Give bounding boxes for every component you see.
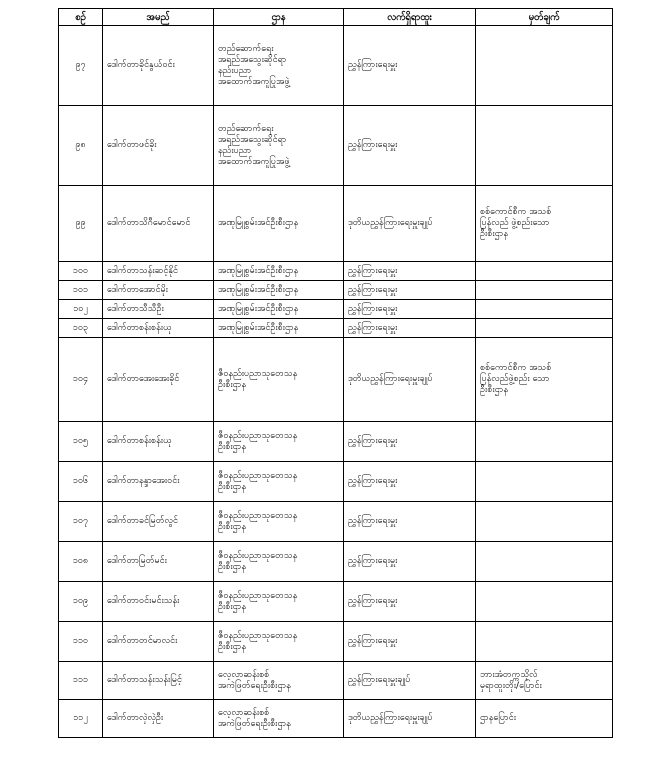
table-row bbox=[59, 542, 613, 582]
cell-name: ဒေါက်တာသီသီဦး bbox=[103, 300, 214, 319]
table-row bbox=[59, 281, 613, 300]
cell-department: ဇီဝနည်းပညာသုတေသန ဦးစီးဌာန bbox=[214, 422, 344, 462]
cell-no: ၁၁၀ bbox=[59, 622, 103, 662]
cell-remark bbox=[476, 622, 613, 662]
cell-remark: ဌာနပြောင်း bbox=[476, 700, 613, 738]
cell-remark bbox=[476, 502, 613, 542]
cell-name: ဒေါက်တာသန်းသန်းမြင့် bbox=[103, 662, 214, 700]
cell-name: ဒေါက်တာနန္ဒာအေးဝင်း bbox=[103, 462, 214, 502]
cell-department: ဇီဝနည်းပညာသုတေသန ဦးစီးဌာန bbox=[214, 502, 344, 542]
cell-name: ဒေါက်တာတင်မာလင်း bbox=[103, 622, 214, 662]
table-row bbox=[59, 262, 613, 281]
cell-department: တည်ဆောက်ရေး အရည်အသွေးဆိုင်ရာ နည်းပညာ အထောက်အကူပြုအဖွဲ့ bbox=[214, 26, 344, 106]
cell-position: ညွှန်ကြားရေးမှူး bbox=[344, 582, 476, 622]
cell-position: ညွှန်ကြားရေးမှူးချုပ် bbox=[344, 662, 476, 700]
cell-no: ၉၈ bbox=[59, 106, 103, 186]
header-position: လက်ရှိရာထူး bbox=[344, 9, 476, 26]
cell-department: အဏုမြူစွမ်းအင်ဦးစီးဌာန bbox=[214, 319, 344, 338]
header-department: ဌာန bbox=[214, 9, 344, 26]
cell-name: ဒေါက်တာအောင်မိုး bbox=[103, 281, 214, 300]
cell-remark: စစ်ကောင်စီက အသစ် ပြန်လည်ဖွဲ့စည်း သော ဦးစီးဌာန bbox=[476, 338, 613, 422]
cell-name: ဒေါက်တာဝင်းမင်းသန်း bbox=[103, 582, 214, 622]
cell-no: ၁၀၄ bbox=[59, 338, 103, 422]
header-name: အမည် bbox=[103, 9, 214, 26]
cell-remark bbox=[476, 319, 613, 338]
cell-name: ဒေါက်တာမြတ်မင်း bbox=[103, 542, 214, 582]
cell-remark bbox=[476, 542, 613, 582]
cell-name: ဒေါက်တာသန်းဆင့်နိုင် bbox=[103, 262, 214, 281]
cell-no: ၉၇ bbox=[59, 26, 103, 106]
cell-remark bbox=[476, 262, 613, 281]
cell-name: ဒေါက်တာခင်မြတ်လွင် bbox=[103, 502, 214, 542]
cell-position: ဒုတိယညွှန်ကြားရေးမှူးချုပ် bbox=[344, 700, 476, 738]
cell-position: ဒုတိယညွှန်ကြားရေးမှူးချုပ် bbox=[344, 186, 476, 262]
cell-remark bbox=[476, 106, 613, 186]
header-row bbox=[59, 9, 613, 26]
cell-name: ဒေါက်တာအေးအေးခိုင် bbox=[103, 338, 214, 422]
cell-department: ဇီဝနည်းပညာသုတေသန ဦးစီးဌာန bbox=[214, 462, 344, 502]
cell-remark bbox=[476, 26, 613, 106]
cell-position: ညွှန်ကြားရေးမှူး bbox=[344, 26, 476, 106]
cell-position: ညွှန်ကြားရေးမှူး bbox=[344, 542, 476, 582]
cell-position: ညွှန်ကြားရေးမှူး bbox=[344, 106, 476, 186]
cell-position: ညွှန်ကြားရေးမှူး bbox=[344, 462, 476, 502]
cell-position: ညွှန်ကြားရေးမှူး bbox=[344, 300, 476, 319]
table-row bbox=[59, 300, 613, 319]
cell-no: ၉၉ bbox=[59, 186, 103, 262]
cell-remark bbox=[476, 462, 613, 502]
cell-department: အဏုမြူစွမ်းအင်ဦးစီးဌာန bbox=[214, 262, 344, 281]
staff-table bbox=[58, 8, 613, 738]
cell-department: လေ့လာဆန်းစစ် အကဲဖြတ်ရေးဦးစီးဌာန bbox=[214, 662, 344, 700]
cell-name: ဒေါက်တာလှဲလှဲဦး bbox=[103, 700, 214, 738]
table-row bbox=[59, 186, 613, 262]
cell-no: ၁၀၇ bbox=[59, 502, 103, 542]
cell-name: ဒေါက်တာစန်းစန်းယု bbox=[103, 319, 214, 338]
table-row bbox=[59, 319, 613, 338]
cell-department: အဏုမြူစွမ်းအင်ဦးစီးဌာန bbox=[214, 300, 344, 319]
table-row bbox=[59, 422, 613, 462]
cell-remark bbox=[476, 281, 613, 300]
table-row bbox=[59, 700, 613, 738]
cell-remark bbox=[476, 300, 613, 319]
header-no: စဉ် bbox=[59, 9, 103, 26]
cell-department: အဏုမြူစွမ်းအင်ဦးစီးဌာန bbox=[214, 281, 344, 300]
cell-position: ညွှန်ကြားရေးမှူး bbox=[344, 422, 476, 462]
cell-department: ဇီဝနည်းပညာသုတေသန ဦးစီးဌာန bbox=[214, 582, 344, 622]
table-row bbox=[59, 622, 613, 662]
cell-name: ဒေါက်တာသိဂီမောင်မောင် bbox=[103, 186, 214, 262]
cell-no: ၁၀၀ bbox=[59, 262, 103, 281]
cell-no: ၁၀၁ bbox=[59, 281, 103, 300]
cell-name: ဒေါက်တာစန်းစန်းယု bbox=[103, 422, 214, 462]
header-remark: မှတ်ချက် bbox=[476, 9, 613, 26]
table-row bbox=[59, 582, 613, 622]
cell-remark: ဘားအံတက္ကသိုလ် မှရာထူးတိုး/ပြောင်း bbox=[476, 662, 613, 700]
table-row bbox=[59, 502, 613, 542]
cell-no: ၁၀၂ bbox=[59, 300, 103, 319]
cell-position: ညွှန်ကြားရေးမှူး bbox=[344, 281, 476, 300]
cell-position: ညွှန်ကြားရေးမှူး bbox=[344, 262, 476, 281]
cell-department: ဇီဝနည်းပညာသုတေသန ဦးစီးဌာန bbox=[214, 338, 344, 422]
cell-remark bbox=[476, 582, 613, 622]
cell-department: တည်ဆောက်ရေး အရည်အသွေးဆိုင်ရာ နည်းပညာ အထောက်အကူပြုအဖွဲ့ bbox=[214, 106, 344, 186]
cell-position: ညွှန်ကြားရေးမှူး bbox=[344, 622, 476, 662]
cell-no: ၁၁၁ bbox=[59, 662, 103, 700]
cell-no: ၁၀၈ bbox=[59, 542, 103, 582]
cell-position: ညွှန်ကြားရေးမှူး bbox=[344, 502, 476, 542]
cell-position: ညွှန်ကြားရေးမှူး bbox=[344, 319, 476, 338]
table-row bbox=[59, 26, 613, 106]
cell-no: ၁၀၆ bbox=[59, 462, 103, 502]
cell-no: ၁၀၅ bbox=[59, 422, 103, 462]
cell-department: ဇီဝနည်းပညာသုတေသန ဦးစီးဌာန bbox=[214, 542, 344, 582]
cell-department: အဏုမြူစွမ်းအင်ဦးစီးဌာန bbox=[214, 186, 344, 262]
cell-no: ၁၁၂ bbox=[59, 700, 103, 738]
cell-name: ဒေါက်တာဖင်ခိုး bbox=[103, 106, 214, 186]
cell-no: ၁၀၉ bbox=[59, 582, 103, 622]
cell-remark: စစ်ကောင်စီက အသစ် ပြန်လည် ဖွဲ့စည်းသော ဦးစီးဌာန bbox=[476, 186, 613, 262]
table-row bbox=[59, 462, 613, 502]
cell-department: လေ့လာဆန်းစစ် အကဲဖြတ်ရေးဦးစီးဌာန bbox=[214, 700, 344, 738]
table-row bbox=[59, 338, 613, 422]
table-row bbox=[59, 662, 613, 700]
cell-department: ဇီဝနည်းပညာသုတေသန ဦးစီးဌာန bbox=[214, 622, 344, 662]
cell-no: ၁၀၃ bbox=[59, 319, 103, 338]
cell-name: ဒေါက်တာခိုင်နွယ်ဝင်း bbox=[103, 26, 214, 106]
cell-position: ဒုတိယညွှန်ကြားရေးမှူးချုပ် bbox=[344, 338, 476, 422]
cell-remark bbox=[476, 422, 613, 462]
table-row bbox=[59, 106, 613, 186]
